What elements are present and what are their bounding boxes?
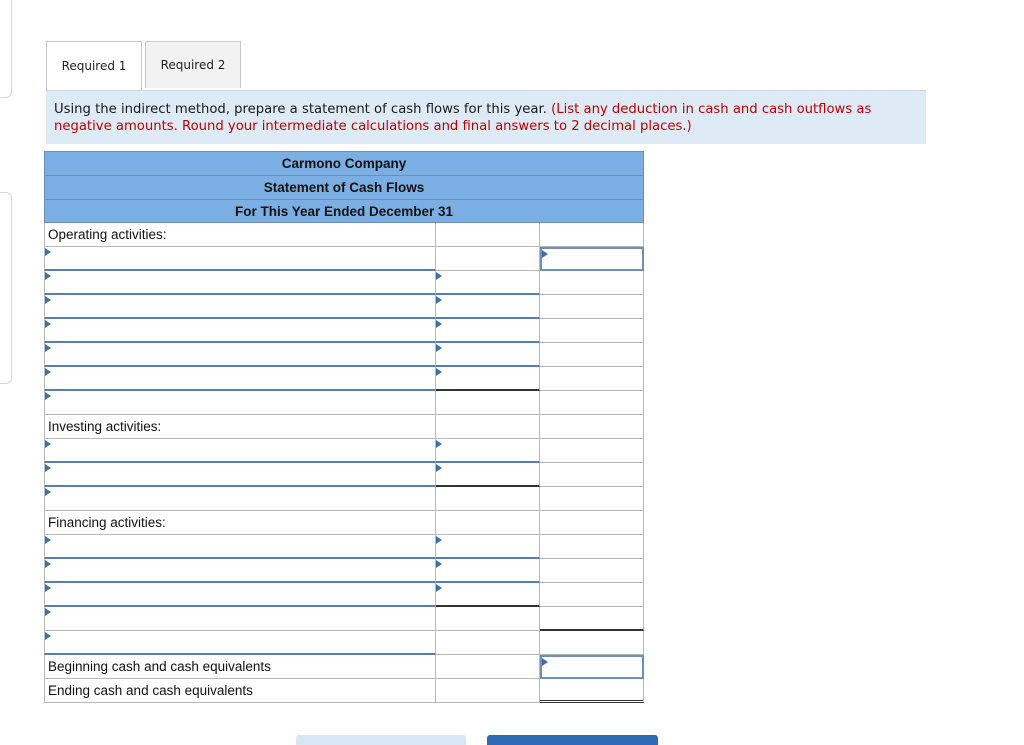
instructions-text: Using the indirect method, prepare a statement of cash flows for this year.	[54, 102, 547, 117]
table-row	[44, 631, 644, 655]
table-row	[44, 319, 644, 343]
dropdown-marker-icon	[436, 584, 442, 592]
empty-cell	[540, 463, 644, 487]
account-select[interactable]	[44, 391, 436, 415]
tab-bar	[46, 41, 244, 89]
dropdown-marker-icon	[45, 368, 51, 376]
empty-cell	[540, 559, 644, 583]
empty-cell	[540, 631, 644, 655]
empty-cell	[436, 511, 540, 535]
empty-cell	[540, 439, 644, 463]
table-row	[44, 367, 644, 391]
beginning-cash-input[interactable]	[540, 655, 644, 679]
empty-cell	[540, 535, 644, 559]
amount-input[interactable]	[436, 271, 540, 295]
investing-activities-label: Investing activities:	[44, 415, 436, 439]
empty-cell	[436, 655, 540, 679]
empty-cell	[540, 391, 644, 415]
account-select[interactable]	[44, 535, 436, 559]
table-row	[44, 535, 644, 559]
dropdown-marker-icon	[45, 632, 51, 640]
ending-cash-row	[44, 679, 644, 703]
instructions-note: (List any deduction in cash and cash outflows as negative amounts. Round your intermediate calculations and final answers to 2 decimal places.)	[54, 102, 872, 134]
cash-flow-statement	[44, 151, 644, 703]
empty-cell	[540, 295, 644, 319]
amount-input[interactable]	[436, 559, 540, 583]
table-row	[44, 583, 644, 607]
previous-button[interactable]	[296, 735, 466, 745]
table-row	[44, 247, 644, 271]
dropdown-marker-icon	[436, 344, 442, 352]
dropdown-marker-icon	[45, 344, 51, 352]
total-input[interactable]	[540, 607, 644, 631]
account-select[interactable]	[44, 463, 436, 487]
account-select[interactable]	[44, 247, 436, 271]
tab-required-1[interactable]: Required 1	[46, 41, 142, 90]
statement-period: For This Year Ended December 31	[44, 199, 644, 223]
beginning-cash-row	[44, 655, 644, 679]
dropdown-marker-icon	[436, 464, 442, 472]
dropdown-marker-icon	[45, 464, 51, 472]
empty-cell	[540, 367, 644, 391]
dropdown-marker-icon	[45, 608, 51, 616]
ending-cash-input[interactable]	[540, 679, 644, 703]
empty-cell	[540, 223, 644, 247]
dropdown-marker-icon	[45, 584, 51, 592]
dropdown-marker-icon	[45, 272, 51, 280]
side-panel-fragment	[0, 192, 12, 384]
operating-header-row	[44, 223, 644, 247]
empty-cell	[436, 679, 540, 703]
ending-cash-label: Ending cash and cash equivalents	[44, 679, 436, 703]
amount-input[interactable]	[436, 463, 540, 487]
amount-input[interactable]	[436, 319, 540, 343]
empty-cell	[540, 415, 644, 439]
empty-cell	[436, 391, 540, 415]
dropdown-marker-icon	[45, 248, 51, 256]
dropdown-marker-icon	[542, 250, 548, 258]
account-select[interactable]	[44, 607, 436, 631]
account-select[interactable]	[44, 367, 436, 391]
table-row	[44, 487, 644, 511]
account-select[interactable]	[44, 343, 436, 367]
statement-title: Statement of Cash Flows	[44, 175, 644, 199]
side-panel-fragment	[0, 0, 12, 98]
table-row	[44, 607, 644, 631]
table-row	[44, 463, 644, 487]
dropdown-marker-icon	[436, 296, 442, 304]
dropdown-marker-icon	[45, 560, 51, 568]
empty-cell	[540, 487, 644, 511]
dropdown-marker-icon	[45, 488, 51, 496]
account-select[interactable]	[44, 271, 436, 295]
account-select[interactable]	[44, 559, 436, 583]
account-select[interactable]	[44, 631, 436, 655]
empty-cell	[540, 511, 644, 535]
table-row	[44, 343, 644, 367]
amount-input[interactable]	[436, 295, 540, 319]
account-select[interactable]	[44, 319, 436, 343]
empty-cell	[540, 271, 644, 295]
table-row	[44, 559, 644, 583]
dropdown-marker-icon	[45, 296, 51, 304]
empty-cell	[436, 415, 540, 439]
empty-cell	[540, 343, 644, 367]
amount-input[interactable]	[436, 583, 540, 607]
table-row	[44, 295, 644, 319]
dropdown-marker-icon	[45, 320, 51, 328]
amount-input[interactable]	[436, 367, 540, 391]
amount-input[interactable]	[436, 439, 540, 463]
dropdown-marker-icon	[436, 320, 442, 328]
operating-activities-label: Operating activities:	[44, 223, 436, 247]
empty-cell	[436, 631, 540, 655]
amount-input[interactable]	[436, 343, 540, 367]
instructions-panel	[46, 90, 926, 144]
dropdown-marker-icon	[542, 658, 548, 666]
investing-header-row	[44, 415, 644, 439]
empty-cell	[436, 607, 540, 631]
total-input[interactable]	[540, 247, 644, 271]
dropdown-marker-icon	[45, 536, 51, 544]
empty-cell	[436, 487, 540, 511]
beginning-cash-label: Beginning cash and cash equivalents	[44, 655, 436, 679]
table-row	[44, 271, 644, 295]
account-select[interactable]	[44, 295, 436, 319]
financing-activities-label: Financing activities:	[44, 511, 436, 535]
table-row	[44, 391, 644, 415]
amount-input[interactable]	[436, 535, 540, 559]
account-select[interactable]	[44, 583, 436, 607]
dropdown-marker-icon	[436, 368, 442, 376]
account-select[interactable]	[44, 487, 436, 511]
empty-cell	[540, 583, 644, 607]
financing-header-row	[44, 511, 644, 535]
empty-cell	[540, 319, 644, 343]
company-name: Carmono Company	[44, 151, 644, 175]
dropdown-marker-icon	[436, 440, 442, 448]
empty-cell	[436, 247, 540, 271]
account-select[interactable]	[44, 439, 436, 463]
dropdown-marker-icon	[436, 560, 442, 568]
dropdown-marker-icon	[45, 440, 51, 448]
dropdown-marker-icon	[436, 272, 442, 280]
table-row	[44, 439, 644, 463]
empty-cell	[436, 223, 540, 247]
tab-required-2[interactable]: Required 2	[145, 41, 241, 88]
next-button[interactable]	[487, 735, 658, 745]
dropdown-marker-icon	[45, 392, 51, 400]
dropdown-marker-icon	[436, 536, 442, 544]
